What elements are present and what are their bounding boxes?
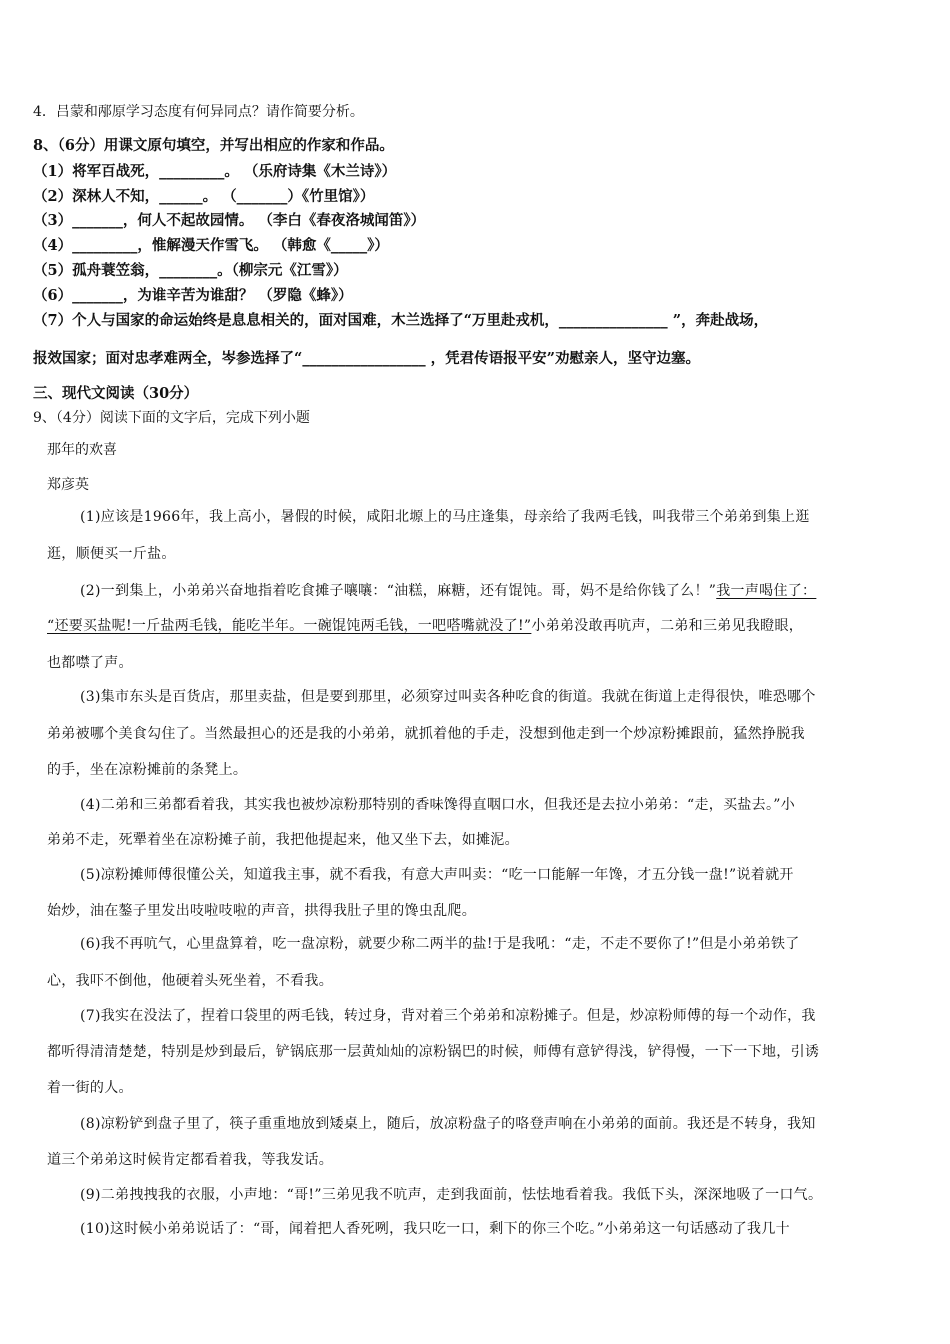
- paragraph-1-line-1: (1)应该是1966年，我上高小，暑假的时候，咸阳北塬上的马庄逢集，母亲给了我两毛钱，叫我带三个弟弟到集上逛: [80, 509, 810, 525]
- question-8-item-1: （1）将军百战死，_________。 （乐府诗集《木兰诗》）: [33, 163, 397, 180]
- paragraph-4-line-2: 弟弟不走，死犟着坐在凉粉摊子前，我把他提起来，他又坐下去，如摊泥。: [47, 832, 519, 848]
- paragraph-7-line-2: 都听得清清楚楚，特别是炒到最后，铲锅底那一层黄灿灿的凉粉锅巴的时候，师傅有意铲得浅，铲得慢，一下一下地，引诱: [47, 1044, 820, 1060]
- paragraph-1-line-2: 逛，顺便买一斤盐。: [47, 546, 176, 562]
- paragraph-4-line-1: (4)二弟和三弟都看着我，其实我也被炒凉粉那特别的香味馋得直咽口水，但我还是去拉小弟弟：“走，买盐去。”小: [80, 797, 796, 813]
- paragraph-2-line-3: 也都噤了声。: [47, 655, 133, 671]
- question-8-item-5: （5）孤舟蓑笠翁，________。（柳宗元《江雪》）: [33, 262, 348, 279]
- question-8-item-7-line-1: （7）个人与国家的命运始终是息息相关的，面对国难，木兰选择了“万里赴戎机，_______________ ”，奔赴战场，: [33, 312, 769, 329]
- section-3-heading: 三、现代文阅读（30分）: [33, 385, 199, 402]
- question-8-item-3: （3）_______，何人不起故园情。 （李白《春夜洛城闻笛》）: [33, 212, 426, 229]
- paragraph-9-line-1: (9)二弟拽拽我的衣服，小声地：“哥!”三弟见我不吭声，走到我面前，怯怯地看着我。我低下头，深深地吸了一口气。: [80, 1187, 823, 1203]
- article-title: 那年的欢喜: [47, 442, 117, 458]
- paragraph-2-line-1: [80, 582, 816, 600]
- paragraph-3-line-1: (3)集市东头是百货店，那里卖盐，但是要到那里，必须穿过叫卖各种吃食的街道。我就在街道上走得很快，唯恐哪个: [80, 689, 816, 705]
- paragraph-10-line-1: (10)这时候小弟弟说话了：“哥，闻着把人香死咧，我只吃一口，剩下的你三个吃。”小弟弟这一句话感动了我几十: [80, 1221, 790, 1237]
- question-8-item-6: （6）_______，为谁辛苦为谁甜？ （罗隐《蜂》）: [33, 287, 353, 304]
- question-8-item-4: （4）_________，惟解漫天作雪飞。 （韩愈《_____》）: [33, 237, 389, 254]
- paragraph-3-line-3: 的手，坐在凉粉摊前的条凳上。: [47, 762, 248, 778]
- question-8-title: 8、（6分）用课文原句填空，并写出相应的作家和作品。: [33, 137, 394, 154]
- question-4: 4．吕蒙和邴原学习态度有何异同点？请作简要分析。: [33, 104, 364, 120]
- paragraph-3-line-2: 弟弟被哪个美食勾住了。当然最担心的还是我的小弟弟，就抓着他的手走，没想到他走到一个炒凉粉摊跟前，猛然挣脱我: [47, 726, 805, 742]
- paragraph-6-line-2: 心，我吓不倒他，他硬着头死坐着，不看我。: [47, 973, 333, 989]
- article-author: 郑彦英: [47, 477, 89, 493]
- paragraph-5-line-1: (5)凉粉摊师傅很懂公关，知道我主事，就不看我，有意大声叫卖：“吃一口能解一年馋，才五分钱一盘!”说着就开: [80, 867, 794, 883]
- paragraph-2-underlined-a: 我一声喝住了：: [716, 583, 817, 599]
- question-8-item-2: （2）深林人不知，______。 （_______）《竹里馆》）: [33, 188, 375, 205]
- paragraph-2-underlined-b: “还要买盐呢!一斤盐两毛钱，能吃半年。一碗馄饨两毛钱，一吧嗒嘴就没了!”: [47, 618, 532, 634]
- paragraph-2-line-2: [47, 617, 803, 635]
- question-9-title: 9、（4分）阅读下面的文字后，完成下列小题: [33, 410, 310, 426]
- paragraph-7-line-1: (7)我实在没法了，捏着口袋里的两毛钱，转过身，背对着三个弟弟和凉粉摊子。但是，炒凉粉师傅的每一个动作，我: [80, 1008, 816, 1024]
- paragraph-2-text-b: 小弟弟没敢再吭声，二弟和三弟见我瞪眼，: [531, 618, 804, 634]
- paragraph-8-line-2: 道三个弟弟这时候肯定都看着我，等我发话。: [47, 1152, 333, 1168]
- paragraph-2-text-a: (2)一到集上，小弟弟兴奋地指着吃食摊子嚷嚷：“油糕，麻糖，还有馄饨。哥，妈不是给你钱了么！”: [80, 583, 717, 599]
- paragraph-5-line-2: 始炒，油在鏊子里发出吱啦吱啦的声音，拱得我肚子里的馋虫乱爬。: [47, 903, 476, 919]
- paragraph-8-line-1: (8)凉粉铲到盘子里了，筷子重重地放到矮桌上，随后，放凉粉盘子的咯登声响在小弟弟的面前。我还是不转身，我知: [80, 1116, 816, 1132]
- paragraph-7-line-3: 着一街的人。: [47, 1080, 133, 1096]
- question-8-item-7-line-2: 报效国家；面对忠孝难两全，岑参选择了“_________________ ，凭君传语报平安”劝慰亲人，坚守边塞。: [33, 350, 700, 367]
- paragraph-6-line-1: (6)我不再吭气，心里盘算着，吃一盘凉粉，就要少称二两半的盐!于是我吼：“走，不走不要你了!”但是小弟弟铁了: [80, 936, 800, 952]
